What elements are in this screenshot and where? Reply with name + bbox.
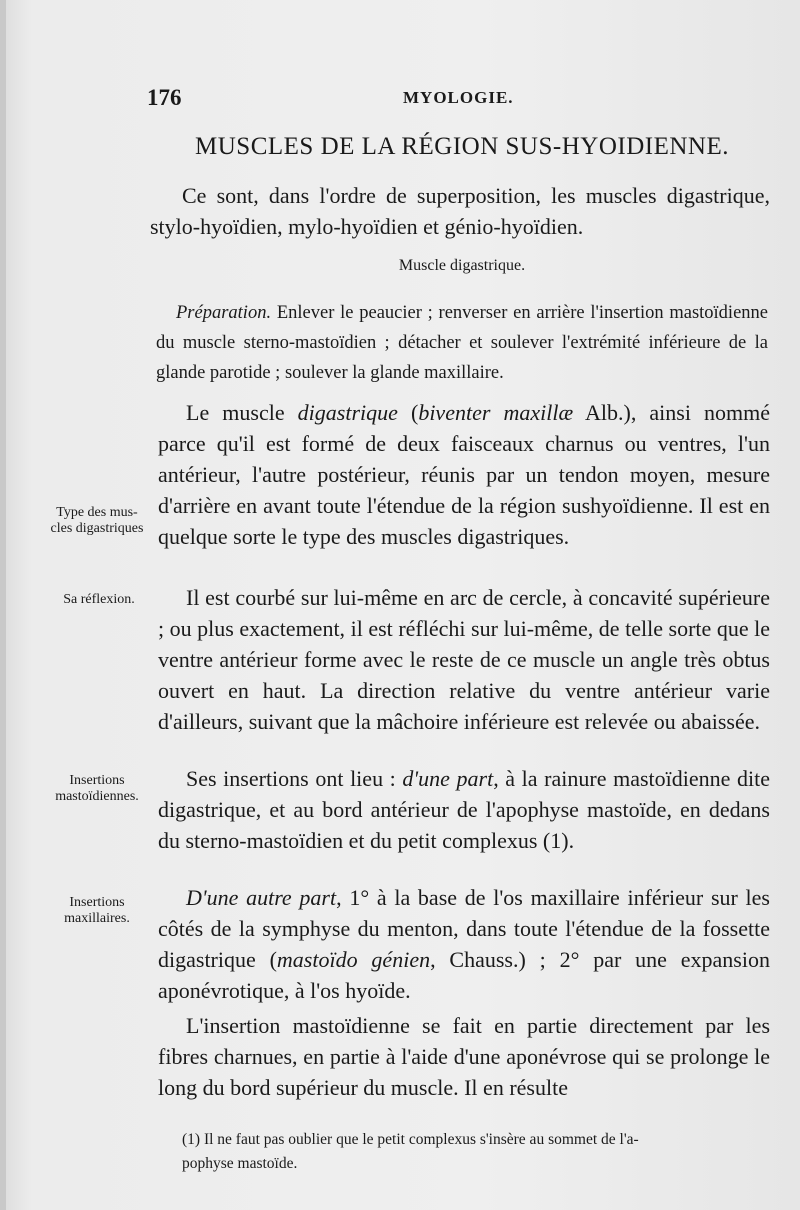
margin-note-line: Insertions [69,895,125,910]
margin-note-maxillary [38,895,156,927]
italic-term: d'une part [402,766,494,791]
text-run: Alb.), ainsi nommé parce qu'il est formé de deux faisceaux charnus ou ventres, l'un antérieur, l'autre postérieur, réunis par un tendon moyen, mesure d'arrière en avant toute l'étendue de la région sushyoïdienne. Il est en quelque sorte le type des muscles digastriques. [158,400,771,549]
footnote [182,1128,772,1176]
text-run: Ses insertions ont lieu : [186,766,403,791]
intro-paragraph: Ce sont, dans l'ordre de superposition, les muscles digastrique, stylo-hyoïdien, mylo-hyoïdien et génio-hyoïdien. [150,183,770,239]
italic-term: biventer maxillæ [418,400,574,425]
text-run: , Chauss.) ; 2° par une expansion aponévrotique, à l'os hyoïde. [158,947,770,1003]
paragraph-digastric [158,397,770,552]
italic-term: D'une autre part [186,885,337,910]
running-title: MYOLOGIE. [403,88,514,107]
margin-note-line: cles digastriques [50,521,144,536]
text-run: , 1° à la base de l'os maxillaire inférieur sur les côtés de la symphyse du menton, dans toute l'étendue de la fossette digastrique ( [158,885,770,972]
subheading: Muscle digastrique. [398,257,526,274]
margin-note-line: Insertions [69,773,125,788]
preparation-text: Enlever le peaucier ; renverser en arrière l'insertion mastoïdienne du muscle sterno-mastoïdien ; détacher et soulever l'extrémité inférieure de la glande parotide ; soulever la glande maxillaire. [156,303,768,383]
paragraph-insertions [158,763,770,856]
running-header [147,85,727,115]
margin-note-mastoid [38,773,156,805]
footnote-line: (1) Il ne faut pas oublier que le petit complexus s'insère au sommet de l'a- [182,1131,639,1148]
italic-term: mastoïdo génien [276,947,431,972]
text-run: Le muscle [186,400,298,425]
paragraph-reflexion: Il est courbé sur lui-même en arc de cercle, à concavité supérieure ; ou plus exactement, il est réfléchi sur lui-même, de telle sorte que le ventre antérieur forme avec le reste de ce muscle un angle très obtus ouvert en haut. La direction relative du ventre antérieur varie d'ailleurs, suivant que la mâchoire inférieure est relevée ou abaissée. [158,585,770,734]
paragraph-mastoid-insertion: L'insertion mastoïdienne se fait en partie directement par les fibres charnues, en partie à l'aide d'une aponévrose qui se prolonge le long du bord supérieur du muscle. Il en résulte [158,1013,770,1100]
text-run: , à la rainure mastoïdienne dite digastrique, et au bord antérieur de l'apophyse mastoïde, en dedans du sterno-mastoïdien et du petit complexus (1). [158,766,770,853]
paragraph-other-insertions [158,882,770,1006]
margin-note-reflexion: Sa réflexion. [63,592,135,607]
page-gutter [0,0,6,1210]
margin-note-type [38,505,156,537]
preparation-paragraph [156,298,768,388]
margin-note-line: Type des mus- [56,505,138,520]
section-title: MUSCLES DE LA RÉGION SUS-HYOIDIENNE. [195,133,729,160]
text-run: ( [397,400,419,425]
margin-note-line: mastoïdiennes. [55,789,139,804]
page-number: 176 [147,85,182,110]
preparation-label: Préparation. [176,303,272,323]
footnote-line: pophyse mastoïde. [182,1155,298,1172]
italic-term: digastrique [297,400,398,425]
margin-note-line: maxillaires. [64,911,130,926]
